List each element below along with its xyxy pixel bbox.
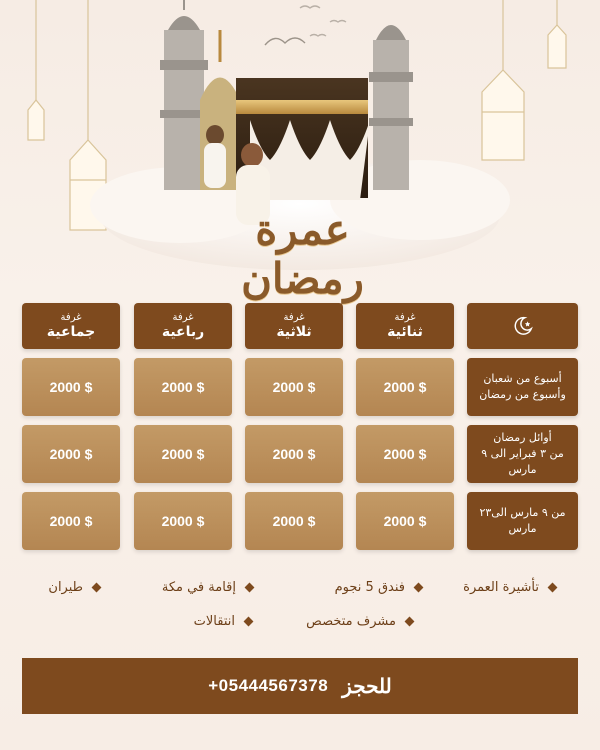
price-cell: 2000 $: [245, 358, 343, 416]
diamond-bullet-icon: [92, 583, 102, 593]
header-quad-room: [134, 303, 232, 349]
feature-label: مشرف متخصص: [306, 614, 396, 629]
feature-item: [463, 580, 556, 595]
header-prefix: غرفة: [172, 312, 194, 323]
row-label: [467, 358, 578, 416]
feature-item: [162, 580, 253, 595]
feature-label: إقامة في مكة: [161, 580, 236, 595]
feature-item: [48, 580, 100, 595]
crescent-star-icon: [512, 315, 534, 337]
price-cell: 2000 $: [22, 425, 120, 483]
price-cell: 2000 $: [134, 358, 232, 416]
header-prefix: غرفة: [60, 312, 82, 323]
feature-item: [194, 614, 252, 629]
booking-bar[interactable]: [22, 658, 578, 714]
price-cell: 2000 $: [356, 425, 454, 483]
price-cell: 2000 $: [134, 492, 232, 550]
header-icon-cell: [467, 303, 578, 349]
feature-label: فندق 5 نجوم: [334, 580, 405, 595]
feature-item: [335, 580, 422, 595]
diamond-bullet-icon: [405, 617, 415, 627]
header-name: ثلاثية: [276, 324, 312, 340]
row-label-line: من ٣ فبراير الى ٩ مارس: [481, 447, 564, 476]
price-cell: 2000 $: [22, 358, 120, 416]
row-label-line: أسبوع من شعبان: [483, 372, 562, 385]
feature-label: انتقالات: [193, 614, 235, 629]
price-cell: 2000 $: [245, 425, 343, 483]
row-label: [467, 492, 578, 550]
diamond-bullet-icon: [245, 583, 255, 593]
header-double-room: [356, 303, 454, 349]
row-label-line: مارس: [508, 522, 537, 535]
header-triple-room: [245, 303, 343, 349]
header-name: ثنائية: [387, 324, 423, 340]
phone-number[interactable]: +05444567378: [208, 676, 329, 695]
row-label-line: من ٩ مارس الى٢٣: [479, 506, 566, 519]
diamond-bullet-icon: [414, 583, 424, 593]
header-group-room: [22, 303, 120, 349]
price-cell: 2000 $: [22, 492, 120, 550]
header-prefix: غرفة: [394, 312, 416, 323]
diamond-bullet-icon: [548, 583, 558, 593]
row-label-line: أوائل رمضان: [493, 431, 552, 444]
header-name: جماعية: [46, 324, 96, 340]
header-name: رباعية: [161, 324, 205, 340]
row-label-line: وأسبوع من رمضان: [479, 388, 566, 401]
feature-item: [306, 614, 413, 629]
page-title: عمرة رمضان: [241, 205, 364, 303]
row-label: [467, 425, 578, 483]
diamond-bullet-icon: [244, 617, 254, 627]
price-cell: 2000 $: [356, 492, 454, 550]
header-prefix: غرفة: [283, 312, 305, 323]
feature-label: تأشيرة العمرة: [463, 580, 539, 595]
feature-label: طيران: [48, 580, 83, 595]
price-cell: 2000 $: [356, 358, 454, 416]
price-cell: 2000 $: [245, 492, 343, 550]
booking-label: للحجز: [342, 674, 392, 698]
price-cell: 2000 $: [134, 425, 232, 483]
